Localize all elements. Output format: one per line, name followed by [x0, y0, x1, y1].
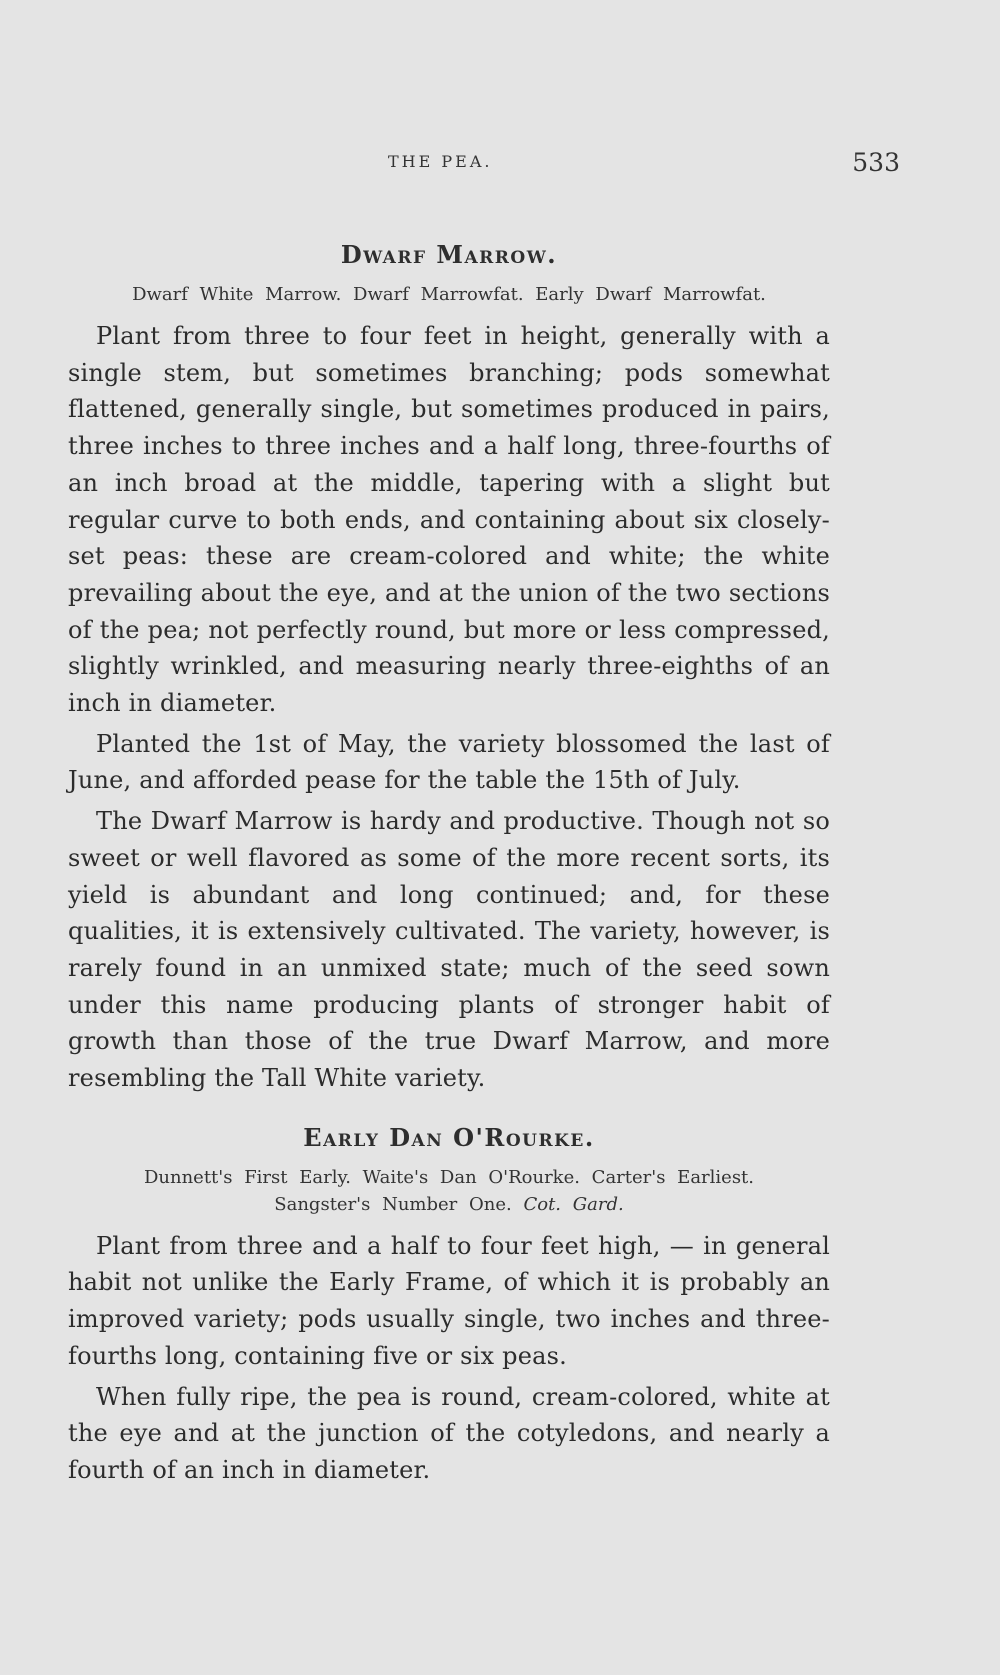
section-dwarf-marrow [68, 240, 830, 1097]
running-head [70, 148, 900, 178]
section-title: Dwarf Marrow. [340, 240, 558, 269]
page-content [68, 240, 830, 1493]
paragraph: Planted the 1st of May, the variety blossomed the last of June, and afforded pease for the table the 15th of July. [68, 729, 830, 795]
paragraph: When fully ripe, the pea is round, cream-colored, white at the eye and at the junction of the cotyledons, and nearly a fourth of an inch in diameter. [68, 1382, 830, 1484]
section-early-dan-orourke [68, 1123, 830, 1489]
paragraph: Plant from three and a half to four feet high, — in general habit not unlike the Early Frame, of which it is probably an improved variety; pods usually single, two inches and three-fourths long, containing five or six peas. [68, 1231, 830, 1370]
synonyms [68, 1164, 830, 1218]
running-title: THE PEA. [388, 152, 493, 171]
paragraph: The Dwarf Marrow is hardy and productive. Though not so sweet or well flavored as some of the more recent sorts, its yield is abundant and long continued; and, for these qualities, it is extensively cultivated. The variety, however, is rarely found in an unmixed state; much of the seed sown under this name producing plants of stronger habit of growth than those of the true Dwarf Marrow, and more resembling the Tall White variety. [68, 807, 830, 1093]
synonyms-line: Dwarf White Marrow. Dwarf Marrowfat. Early Dwarf Marrowfat. [132, 284, 766, 305]
synonyms-line: Dunnett's First Early. Waite's Dan O'Rourke. Carter's Earliest. [143, 1166, 755, 1188]
section-spacer [68, 1101, 830, 1123]
page-number: 533 [852, 148, 900, 177]
section-title: Early Dan O'Rourke. [303, 1122, 595, 1152]
synonyms-line: Sangster's Number One. [274, 1193, 512, 1215]
paragraph: Plant from three to four feet in height, generally with a single stem, but sometimes branching; pods somewhat flattened, generally single, but sometimes produced in pairs, three inches to three inches and a half long, three-fourths of an inch broad at the middle, tapering with a slight but regular curve to both ends, and containing about six closely-set peas: these are cream-colored and white; the white prevailing about the eye, and at the union of the two sections of the pea; not perfectly round, but more or less compressed, slightly wrinkled, and measuring nearly three-eighths of an inch in diameter. [68, 322, 830, 718]
synonyms [68, 281, 830, 308]
synonyms-source: Cot. Gard. [523, 1193, 624, 1215]
